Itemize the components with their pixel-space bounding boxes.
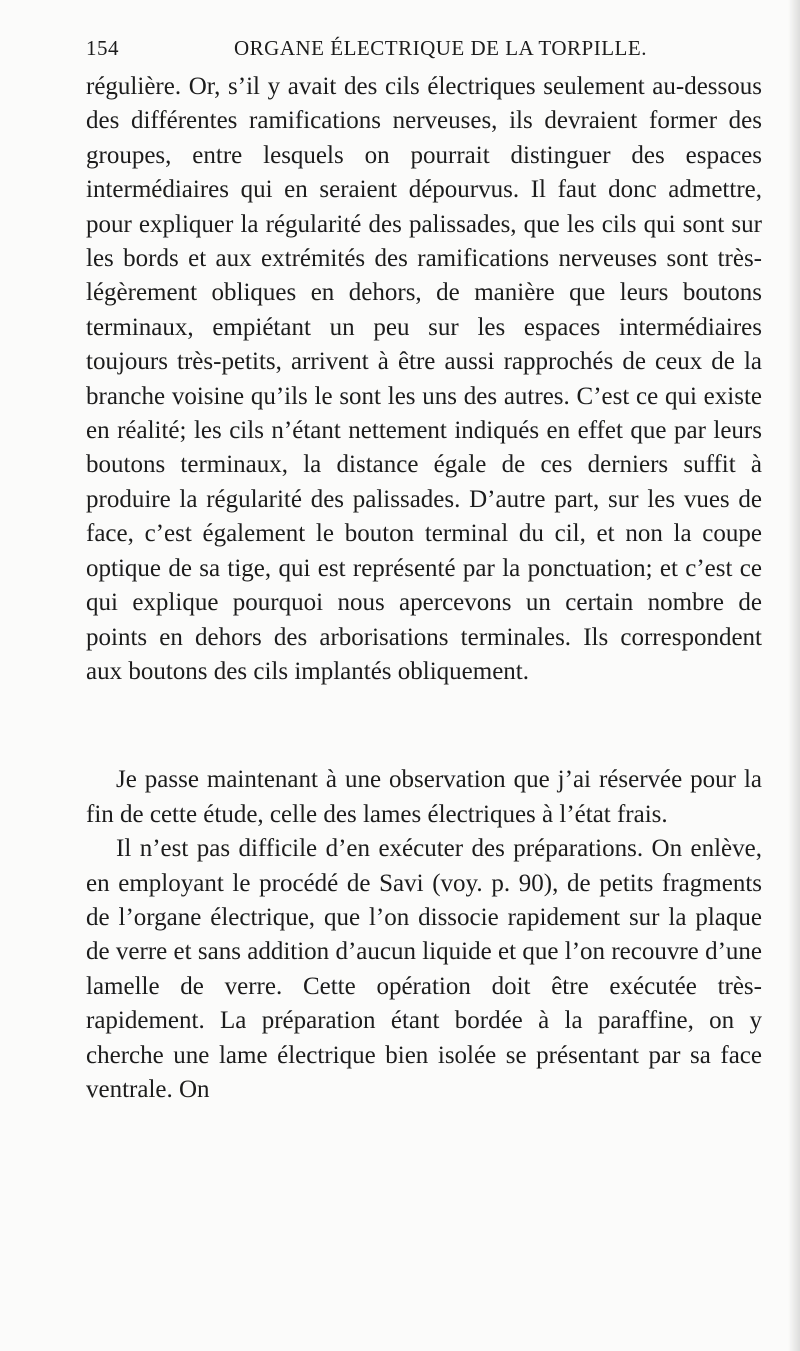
body-text: [86, 70, 762, 1107]
page-header: [86, 36, 762, 62]
page-edge-shadow: [788, 0, 800, 1351]
page-number: 154: [86, 36, 119, 60]
paragraph-2: Je passe maintenant à une observation que j’ai réservée pour la fin de cette étude, celle des lames électriques à l’état frais.: [86, 766, 762, 828]
paragraph-1: régulière. Or, s’il y avait des cils électriques seulement au-dessous des différentes ramifications nerveuses, ils devraient former des groupes, entre lesquels on pourrait distinguer des espaces intermédiaires qui en seraient dépourvus. Il faut donc admettre, pour expliquer la régularité des palissades, que les cils qui sont sur les bords et aux extrémités des ramifications nerveuses sont très-légèrement obliques en dehors, de manière que leurs boutons terminaux, empiétant un peu sur les espaces intermédiaires toujours très-petits, arrivent à être aussi rapprochés de ceux de la branche voisine qu’ils le sont les uns des autres. C’est ce qui existe en réalité; les cils n’étant nettement indiqués en effet que par leurs boutons terminaux, la distance égale de ces derniers suffit à produire la régularité des palissades. D’autre part, sur les vues de face, c’est également le bouton terminal du cil, et non la coupe optique de sa tige, qui est représenté par la ponctuation; et c’est ce qui explique pourquoi nous apercevons un certain nombre de points en dehors des arborisations terminales. Ils correspondent aux boutons des cils implantés obliquement.: [86, 73, 762, 685]
running-title: ORGANE ÉLECTRIQUE DE LA TORPILLE.: [234, 36, 647, 60]
paragraph-3: Il n’est pas difficile d’en exécuter des préparations. On enlève, en employant le procédé de Savi (voy. p. 90), de petits fragments de l’organe électrique, que l’on dissocie rapidement sur la plaque de verre et sans addition d’aucun liquide et que l’on recouvre d’une lamelle de verre. Cette opération doit être exécutée très-rapidement. La préparation étant bordée à la paraffine, on y cherche une lame électrique bien isolée se présentant par sa face ventrale. On: [86, 835, 762, 1103]
